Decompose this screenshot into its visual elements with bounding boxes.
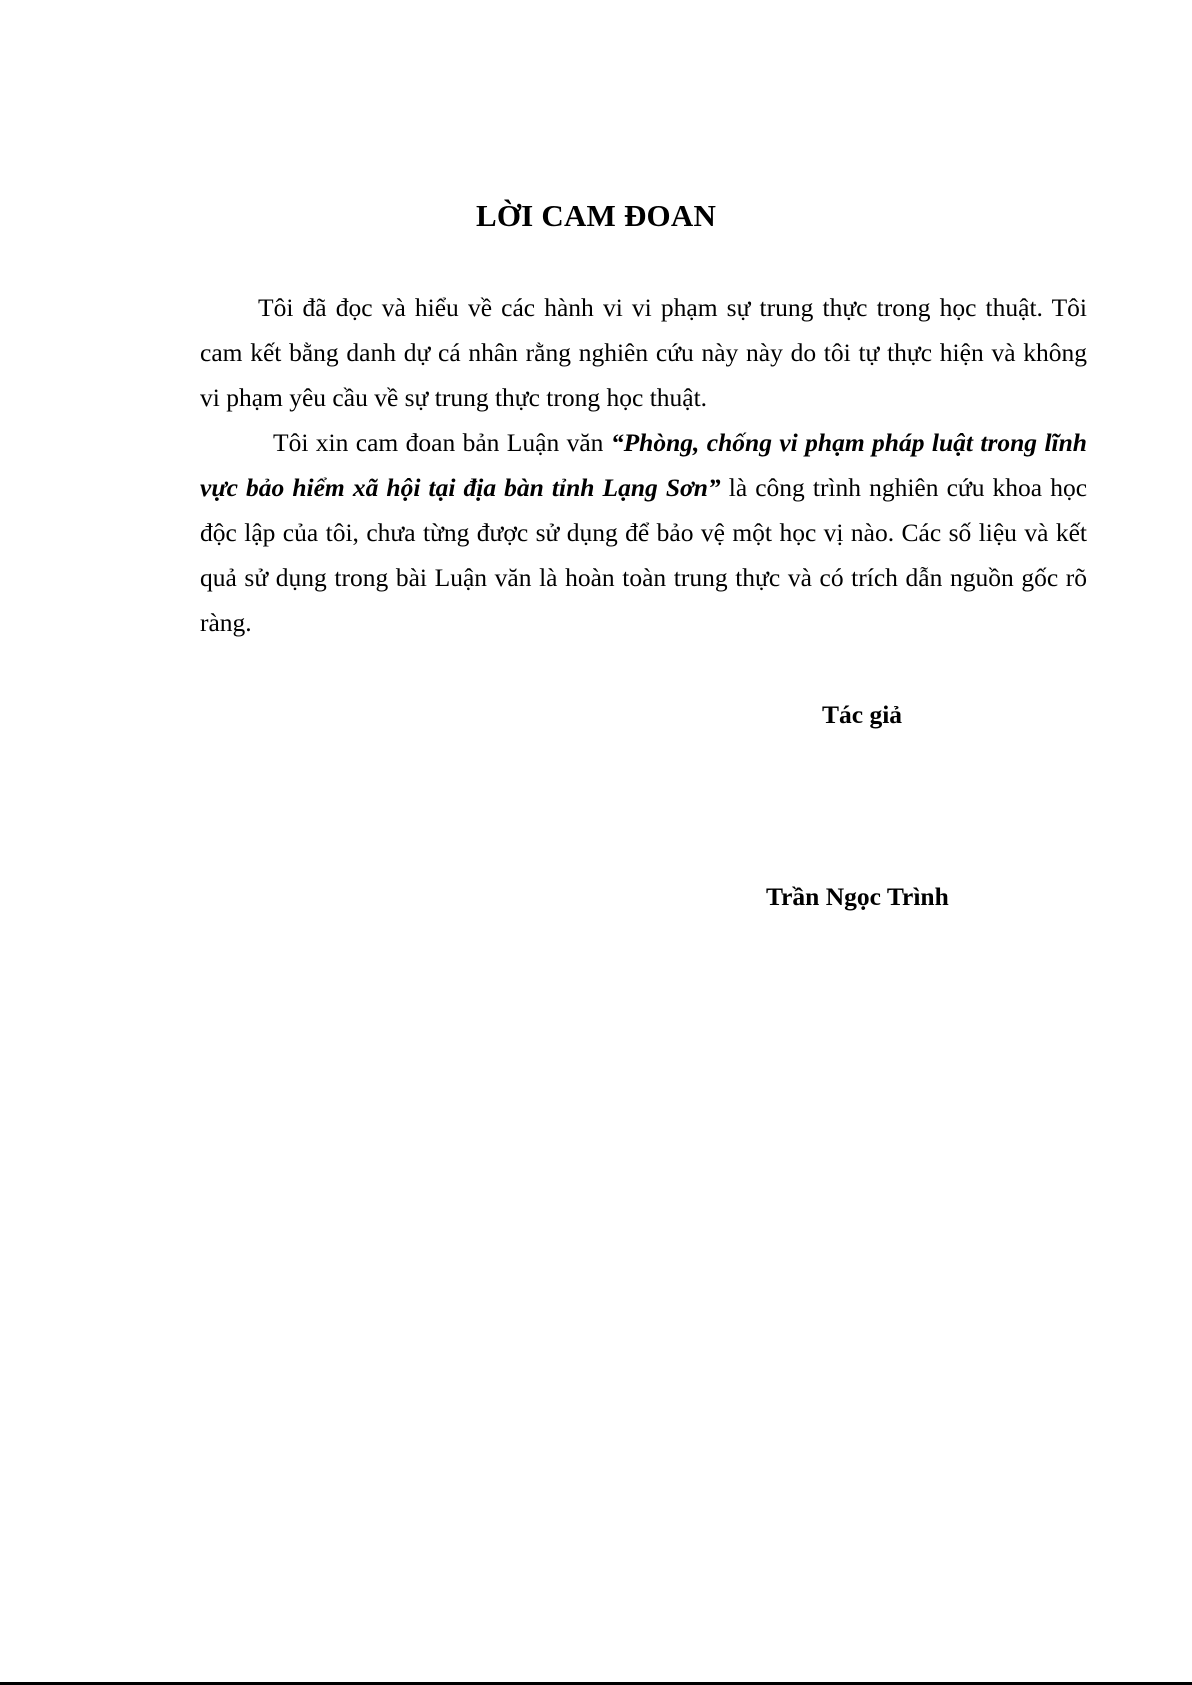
paragraph-rest-text: là công trình nghiên cứu khoa học độc lập của tôi, chưa từng được sử dụng để bảo vệ một học vị nào. Các số liệu và kết quả sử dụng trong bài Luận văn là hoàn toàn trung thực và có trích dẫn nguồn gốc rõ ràng. [200,473,1088,637]
author-label: Tác giả [822,700,903,729]
declaration-body [200,285,1087,645]
paragraph-lead-text: Tôi xin cam đoan bản Luận văn [273,428,611,457]
thesis-title: “Phòng, chống vi phạm pháp luật trong lĩnh vực bảo hiểm xã hội tại địa bàn tỉnh Lạng Sơn” [200,428,1087,502]
page-title: LỜI CAM ĐOAN [475,198,717,233]
paragraph-academic-integrity: Tôi đã đọc và hiểu về các hành vi vi phạm sự trung thực trong học thuật. Tôi cam kết bằng danh dự cá nhân rằng nghiên cứu này này do tôi tự thực hiện và không vi phạm yêu cầu về sự trung thực trong học thuật. [200,293,1087,412]
author-name: Trần Ngọc Trình [766,882,949,911]
paragraph-thesis-declaration [200,420,1087,645]
